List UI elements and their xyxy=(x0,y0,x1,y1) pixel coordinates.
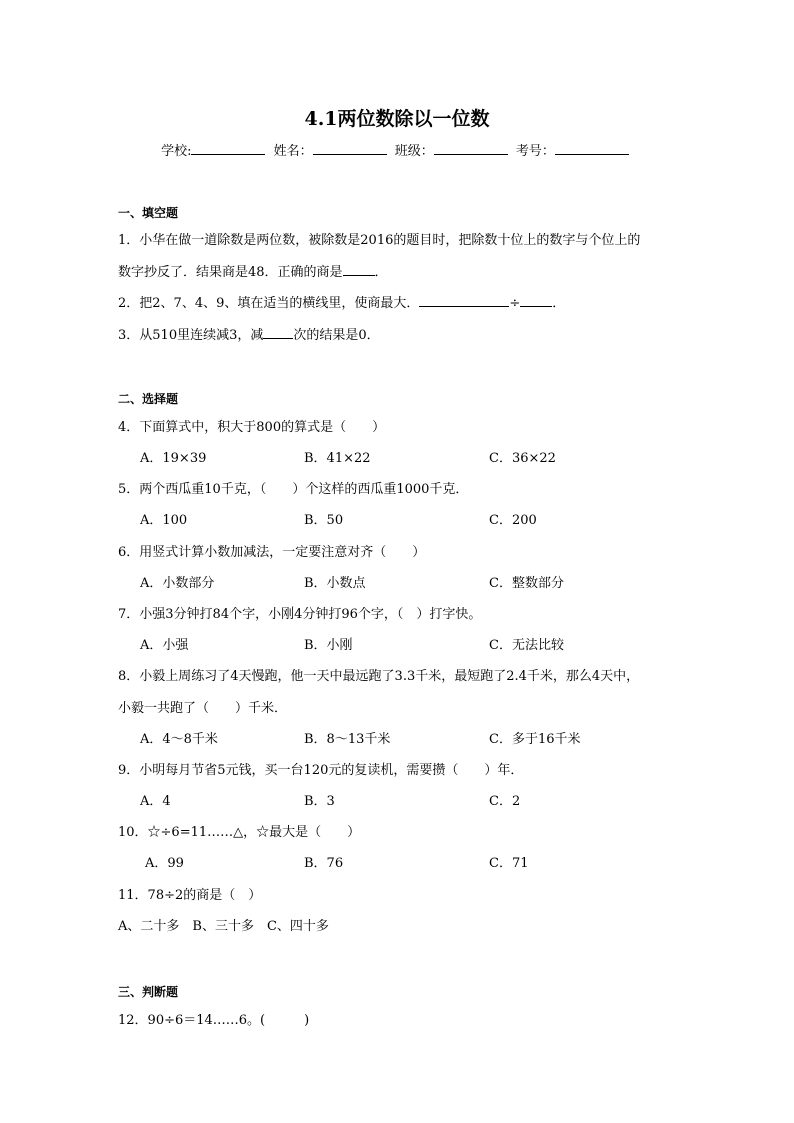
question-2-text: 2．把2、7、4、9、填在适当的横线里，使商最大． xyxy=(118,296,420,311)
student-info-line xyxy=(0,140,794,159)
question-7-option-a[interactable]: A．小强 xyxy=(140,638,189,653)
question-2 xyxy=(118,292,565,311)
question-4-option-c[interactable]: C．36×22 xyxy=(489,451,556,466)
question-8-option-a[interactable]: A．4～8千米 xyxy=(140,732,218,747)
question-2-divisor-blank[interactable] xyxy=(520,294,552,307)
school-blank[interactable] xyxy=(191,142,265,155)
question-6: 6．用竖式计算小数加减法，一定要注意对齐（ ） xyxy=(118,545,426,560)
class-blank[interactable] xyxy=(434,142,508,155)
question-2-divide-sign: ÷ xyxy=(509,296,521,311)
question-10: 10．☆÷6=11……△，☆最大是（ ） xyxy=(118,825,361,840)
name-blank[interactable] xyxy=(313,142,387,155)
class-label: 班级： xyxy=(394,144,434,159)
question-9-option-b[interactable]: B．3 xyxy=(304,794,335,809)
question-5-option-c[interactable]: C．200 xyxy=(489,513,537,528)
question-8-line-2: 小毅一共跑了（ ）千米． xyxy=(118,701,288,716)
question-1-answer-blank[interactable] xyxy=(343,263,375,276)
name-label: 姓名： xyxy=(273,144,313,159)
question-11-options[interactable]: A、二十多 B、三十多 C、四十多 xyxy=(118,919,329,934)
question-10-option-b[interactable]: B．76 xyxy=(304,856,344,871)
question-9-option-c[interactable]: C．2 xyxy=(489,794,521,809)
question-3 xyxy=(118,324,380,343)
question-4-option-b[interactable]: B．41×22 xyxy=(304,451,371,466)
question-7-option-b[interactable]: B．小刚 xyxy=(304,638,353,653)
question-5: 5．两个西瓜重10千克，（ ）个这样的西瓜重1000千克． xyxy=(118,482,469,497)
question-8-option-b[interactable]: B．8～13千米 xyxy=(304,732,391,747)
question-9: 9．小明每月节省5元钱，买一台120元的复读机，需要攒（ ）年． xyxy=(118,763,524,778)
id-blank[interactable] xyxy=(555,142,629,155)
question-4-option-a[interactable]: A．19×39 xyxy=(140,451,207,466)
question-8-line-1: 8．小毅上周练习了4天慢跑，他一天中最远跑了3.3千米，最短跑了2.4千米，那么4天中， xyxy=(118,669,640,684)
question-7: 7．小强3分钟打84个字，小刚4分钟打96个字，（ ）打字快。 xyxy=(118,607,482,622)
section-fill-heading: 一、填空题 xyxy=(118,206,179,220)
question-8-option-c[interactable]: C．多于16千米 xyxy=(489,732,581,747)
question-1-line-1: 1．小华在做一道除数是两位数，被除数是2016的题目时，把除数十位上的数字与个位上的 xyxy=(118,233,641,248)
question-7-option-c[interactable]: C．无法比较 xyxy=(489,638,564,653)
id-label: 考号： xyxy=(515,144,555,159)
question-6-option-c[interactable]: C．整数部分 xyxy=(489,576,564,591)
question-11: 11．78÷2的商是（ ） xyxy=(118,888,262,903)
question-3-text: 3．从510里连续减3，减 xyxy=(118,328,264,343)
question-2-end: ． xyxy=(552,296,566,311)
question-3-answer-blank[interactable] xyxy=(263,326,293,339)
question-4: 4．下面算式中，积大于800的算式是（ ） xyxy=(118,420,386,435)
worksheet-title: 4.1两位数除以一位数 xyxy=(304,108,490,130)
question-6-option-a[interactable]: A．小数部分 xyxy=(140,576,215,591)
question-12: 12．90÷6＝14……6。( ) xyxy=(118,1013,310,1028)
question-3-end: 次的结果是0． xyxy=(293,328,380,343)
question-5-option-b[interactable]: B．50 xyxy=(304,513,344,528)
question-5-option-a[interactable]: A．100 xyxy=(140,513,188,528)
question-2-dividend-blank[interactable] xyxy=(419,294,509,307)
question-9-option-a[interactable]: A．4 xyxy=(140,794,171,809)
question-10-option-c[interactable]: C．71 xyxy=(489,856,529,871)
question-1-end: ． xyxy=(374,265,388,280)
section-choice-heading: 二、选择题 xyxy=(118,392,179,406)
school-label: 学校: xyxy=(161,144,192,159)
question-1-text: 数字抄反了．结果商是48．正确的商是 xyxy=(118,265,343,280)
question-6-option-b[interactable]: B．小数点 xyxy=(304,576,366,591)
question-1-line-2 xyxy=(118,261,388,280)
question-10-option-a[interactable]: A．99 xyxy=(145,856,184,871)
section-judge-heading: 三、判断题 xyxy=(118,985,179,999)
